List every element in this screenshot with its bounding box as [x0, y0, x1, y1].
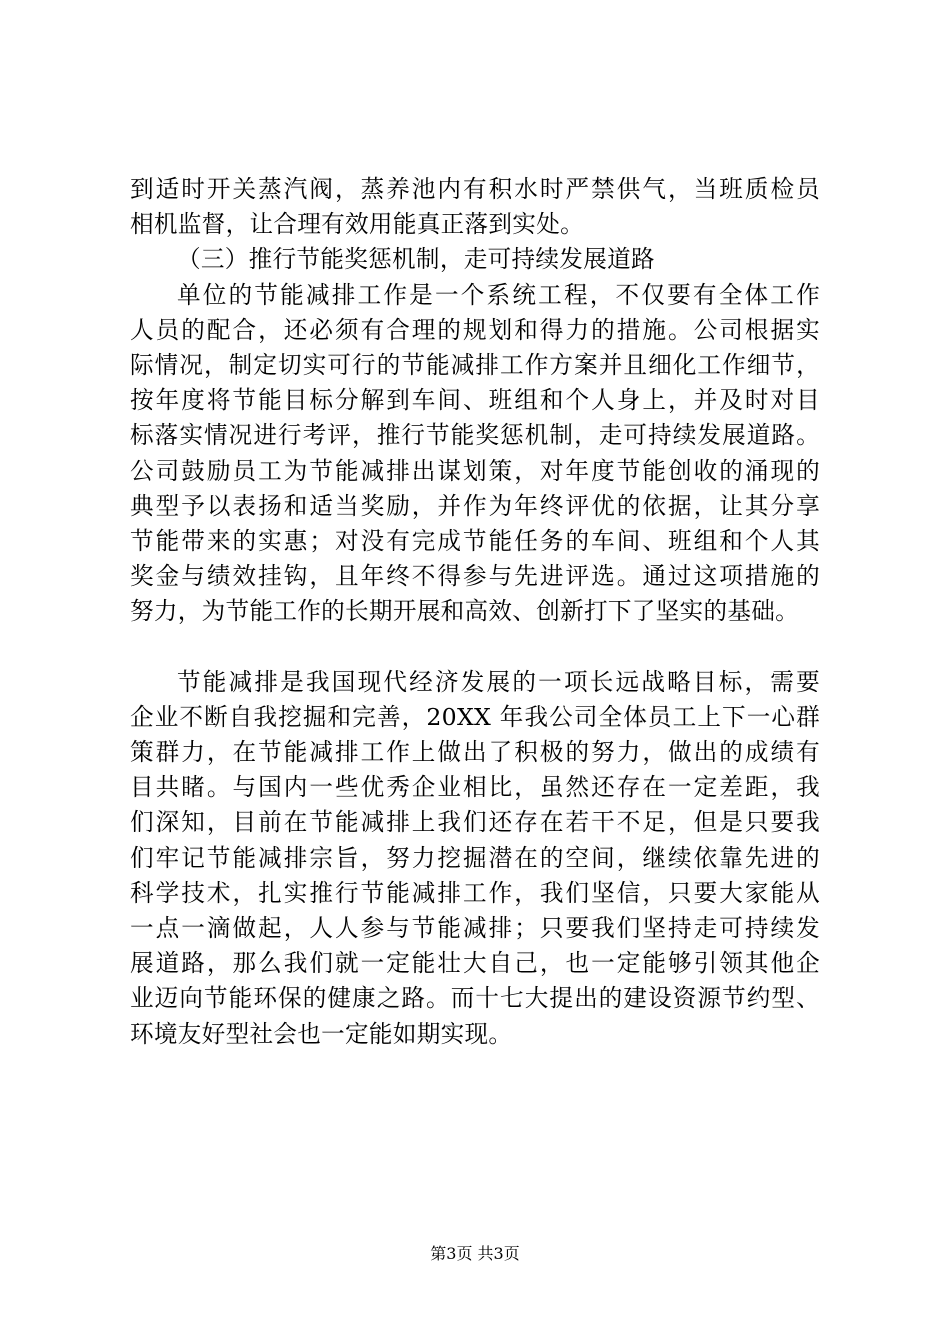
text-line: 科学技术，扎实推行节能减排工作，我们坚信，只要大家能从	[130, 878, 820, 907]
text-line: 节能减排是我国现代经济发展的一项长远战略目标，需要	[177, 667, 820, 696]
section-heading: （三）推行节能奖惩机制，走可持续发展道路	[177, 245, 655, 274]
text-line: 节能带来的实惠；对没有完成节能任务的车间、班组和个人其	[130, 526, 820, 555]
text-line: 单位的节能减排工作是一个系统工程，不仅要有全体工作	[177, 280, 820, 309]
text-line: 公司鼓励员工为节能减排出谋划策，对年度节能创收的涌现的	[130, 456, 820, 485]
text-line: 到适时开关蒸汽阀，蒸养池内有积水时严禁供气，当班质检员	[130, 175, 820, 203]
text-line: 一点一滴做起，人人参与节能减排；只要我们坚持走可持续发	[130, 913, 820, 942]
text-line: 业迈向节能环保的健康之路。而十七大提出的建设资源节约型、	[130, 984, 820, 1013]
text-line: 相机监督，让合理有效用能真正落到实处。	[130, 210, 584, 239]
text-line: 际情况，制定切实可行的节能减排工作方案并且细化工作细节，	[130, 350, 820, 379]
text-line: 环境友好型社会也一定能如期实现。	[130, 1019, 513, 1048]
text-line: 展道路，那么我们就一定能壮大自己，也一定能够引领其他企	[130, 949, 820, 978]
document-body	[130, 172, 820, 1052]
text-line: 按年度将节能目标分解到车间、班组和个人身上，并及时对目	[130, 386, 820, 415]
text-line: 标落实情况进行考评，推行节能奖惩机制，走可持续发展道路。	[130, 421, 820, 450]
text-line: 企业不断自我挖掘和完善，20XX 年我公司全体员工上下一心群	[130, 702, 820, 731]
paragraph-gap	[130, 629, 820, 664]
text-line: 们深知，目前在节能减排上我们还存在若干不足，但是只要我	[130, 808, 820, 837]
paragraph-conclusion	[130, 665, 820, 1052]
text-line: 奖金与绩效挂钩，且年终不得参与先进评选。通过这项措施的	[130, 562, 820, 591]
page-number-footer: 第3页 共3页	[430, 1244, 520, 1263]
text-line: 目共睹。与国内一些优秀企业相比，虽然还存在一定差距，我	[130, 773, 820, 802]
text-line: 典型予以表扬和适当奖励，并作为年终评优的依据，让其分享	[130, 491, 820, 520]
paragraph-incentive-mechanism	[130, 278, 820, 630]
text-line: 策群力，在节能减排工作上做出了积极的努力，做出的成绩有	[130, 738, 820, 766]
text-line: 努力，为节能工作的长期开展和高效、创新打下了坚实的基础。	[130, 597, 800, 626]
paragraph-continued	[130, 172, 820, 242]
text-line: 们牢记节能减排宗旨，努力挖掘潜在的空间，继续依靠先进的	[130, 843, 820, 872]
text-line: 人员的配合，还必须有合理的规划和得力的措施。公司根据实	[130, 315, 820, 344]
